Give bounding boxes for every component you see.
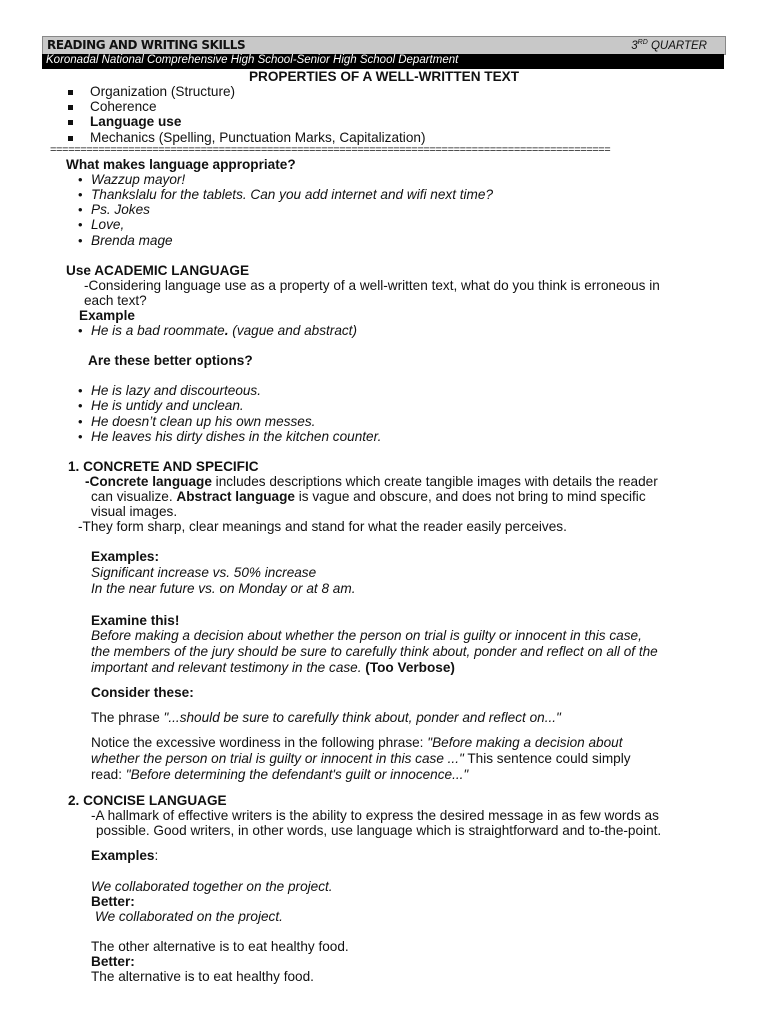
property-item: Coherence [90, 99, 157, 114]
concrete-example: In the near future vs. on Monday or at 8 am. [91, 581, 356, 596]
property-item: Language use [90, 114, 182, 129]
phrase-text: The phrase "...should be sure to carefully think about, ponder and reflect on..." [91, 710, 561, 725]
consider-label: Consider these: [91, 685, 194, 700]
options-heading: Are these better options? [88, 353, 253, 368]
bullet-square-icon [68, 120, 73, 125]
academic-question: -Considering language use as a property of a well-written text, what do you think is erroneous in [84, 278, 660, 293]
concrete-heading: 1. CONCRETE AND SPECIFIC [68, 459, 259, 474]
appropriate-item: Thankslalu for the tablets. Can you add internet and wifi next time? [91, 187, 493, 202]
example-label: Example [79, 308, 135, 323]
concise-example: The other alternative is to eat healthy food. [91, 939, 349, 954]
concise-example-better: We collaborated on the project. [95, 909, 283, 924]
concrete-paragraph: -Concrete language includes descriptions which create tangible images with details the reader [85, 474, 658, 489]
option-item: He is lazy and discourteous. [91, 383, 262, 398]
examine-text: the members of the jury should be sure to carefully think about, ponder and reflect on all of the [91, 644, 658, 659]
quarter-label: 3RD QUARTER [631, 39, 707, 52]
bullet-square-icon [68, 105, 73, 110]
concise-example-better: The alternative is to eat healthy food. [91, 969, 314, 984]
appropriate-item: Brenda mage [91, 233, 173, 248]
option-item: He doesn’t clean up his own messes. [91, 414, 316, 429]
page-title: PROPERTIES OF A WELL-WRITTEN TEXT [248, 69, 520, 84]
bullet-dot-icon: • [78, 217, 83, 232]
notice-text: Notice the excessive wordiness in the following phrase: "Before making a decision about [91, 735, 623, 750]
examine-text: Before making a decision about whether the person on trial is guilty or innocent in this case, [91, 628, 642, 643]
concise-heading: 2. CONCISE LANGUAGE [68, 793, 227, 808]
bullet-dot-icon: • [78, 233, 83, 248]
concrete-example: Significant increase vs. 50% increase [91, 565, 317, 580]
concise-examples-label: Examples: [91, 848, 159, 863]
appropriate-item: Ps. Jokes [91, 202, 150, 217]
example-text: He is a bad roommate. (vague and abstract) [91, 323, 357, 338]
appropriate-item: Wazzup mayor! [91, 172, 186, 187]
notice-text-cont: whether the person on trial is guilty or innocent in this case ..." This sentence could simply [91, 751, 631, 766]
school-bar [42, 54, 724, 69]
concrete-paragraph-2: -They form sharp, clear meanings and stand for what the reader easily perceives. [78, 519, 567, 534]
property-item: Mechanics (Spelling, Punctuation Marks, Capitalization) [90, 130, 426, 145]
bullet-square-icon [68, 90, 73, 95]
option-item: He is untidy and unclean. [91, 398, 244, 413]
examine-text-end: important and relevant testimony in the case. (Too Verbose) [91, 660, 455, 675]
option-item: He leaves his dirty dishes in the kitchen counter. [91, 429, 382, 444]
property-item: Organization (Structure) [90, 84, 236, 99]
better-label: Better: [91, 954, 135, 969]
read-text: read: "Before determining the defendant's guilt or innocence..." [91, 767, 469, 782]
concise-example: We collaborated together on the project. [91, 879, 333, 894]
bullet-dot-icon: • [78, 172, 83, 187]
school-name: Koronadal National Comprehensive High School-Senior High School Department [46, 54, 459, 66]
bullet-dot-icon: • [78, 429, 83, 444]
bullet-dot-icon: • [78, 187, 83, 202]
bullet-dot-icon: • [78, 202, 83, 217]
better-label: Better: [91, 894, 135, 909]
examples-label: Examples: [91, 549, 160, 564]
concrete-paragraph-cont: can visualize. Abstract language is vague and obscure, and does not bring to mind specific [91, 489, 646, 504]
bullet-dot-icon: • [78, 398, 83, 413]
separator-line: ============================================================================================= [50, 145, 611, 155]
concrete-paragraph-end: visual images. [91, 504, 178, 519]
appropriate-heading: What makes language appropriate? [66, 157, 296, 172]
examine-label: Examine this! [91, 613, 180, 628]
bullet-dot-icon: • [78, 383, 83, 398]
header-bar [42, 36, 726, 55]
concise-paragraph-cont: possible. Good writers, in other words, use language which is straightforward and to-the-point. [96, 823, 662, 838]
academic-heading: Use ACADEMIC LANGUAGE [66, 263, 250, 278]
appropriate-item: Love, [91, 217, 125, 232]
bullet-square-icon [68, 136, 73, 141]
bullet-dot-icon: • [78, 323, 83, 338]
academic-question-cont: each text? [84, 293, 147, 308]
bullet-dot-icon: • [78, 414, 83, 429]
subject-title: READING AND WRITING SKILLS [47, 38, 246, 52]
concise-paragraph: -A hallmark of effective writers is the ability to express the desired message in as few words as [91, 808, 659, 823]
